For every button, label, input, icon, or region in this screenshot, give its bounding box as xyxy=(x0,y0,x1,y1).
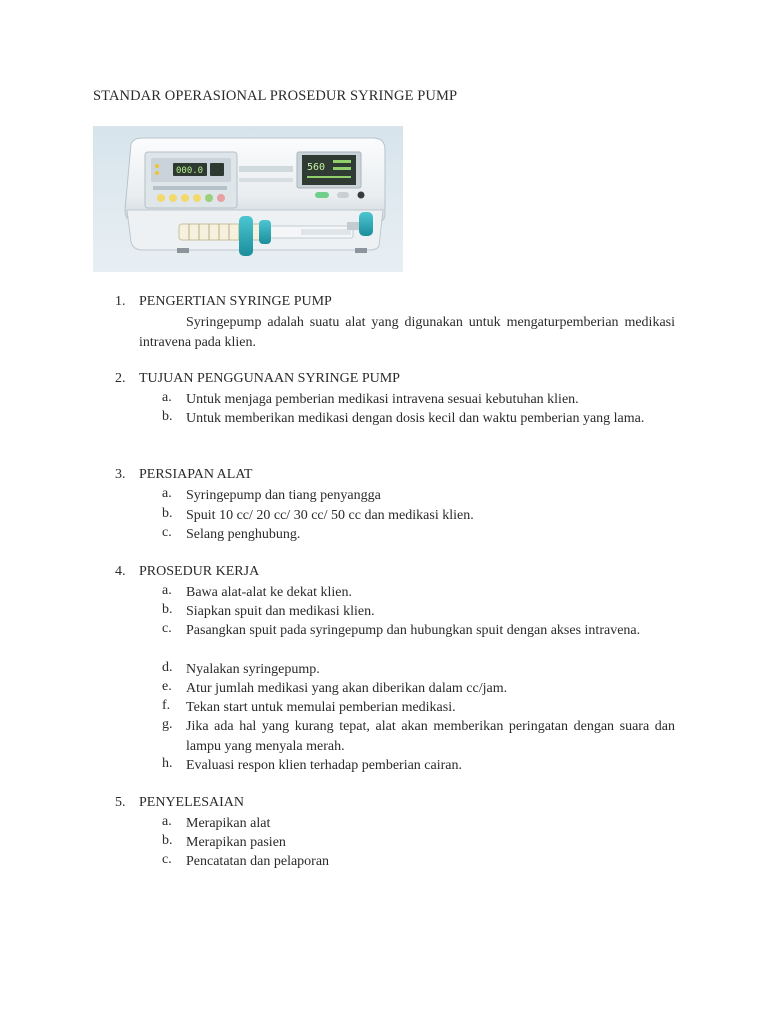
left-display-readout: 000.0 xyxy=(176,166,204,176)
syringe-pump-image xyxy=(93,126,403,272)
section-number: 3. xyxy=(115,467,126,482)
section-number: 1. xyxy=(115,294,126,309)
section-title: PROSEDUR KERJA xyxy=(139,564,260,579)
section-title: PENYELESAIAN xyxy=(139,795,244,810)
section-number: 2. xyxy=(115,371,126,386)
document-title: STANDAR OPERASIONAL PROSEDUR SYRINGE PUMP xyxy=(93,88,458,104)
section-paragraph: Syringepump adalah suatu alat yang digunakan untuk mengaturpemberian medikasi intravena pada klien. xyxy=(139,315,675,350)
rate-display-readout: 560 xyxy=(307,162,326,173)
section-number: 5. xyxy=(115,795,126,810)
section-number: 4. xyxy=(115,564,126,579)
section-title: PENGERTIAN SYRINGE PUMP xyxy=(139,294,332,309)
section-title: TUJUAN PENGGUNAAN SYRINGE PUMP xyxy=(139,371,400,386)
section-title: PERSIAPAN ALAT xyxy=(139,467,253,482)
